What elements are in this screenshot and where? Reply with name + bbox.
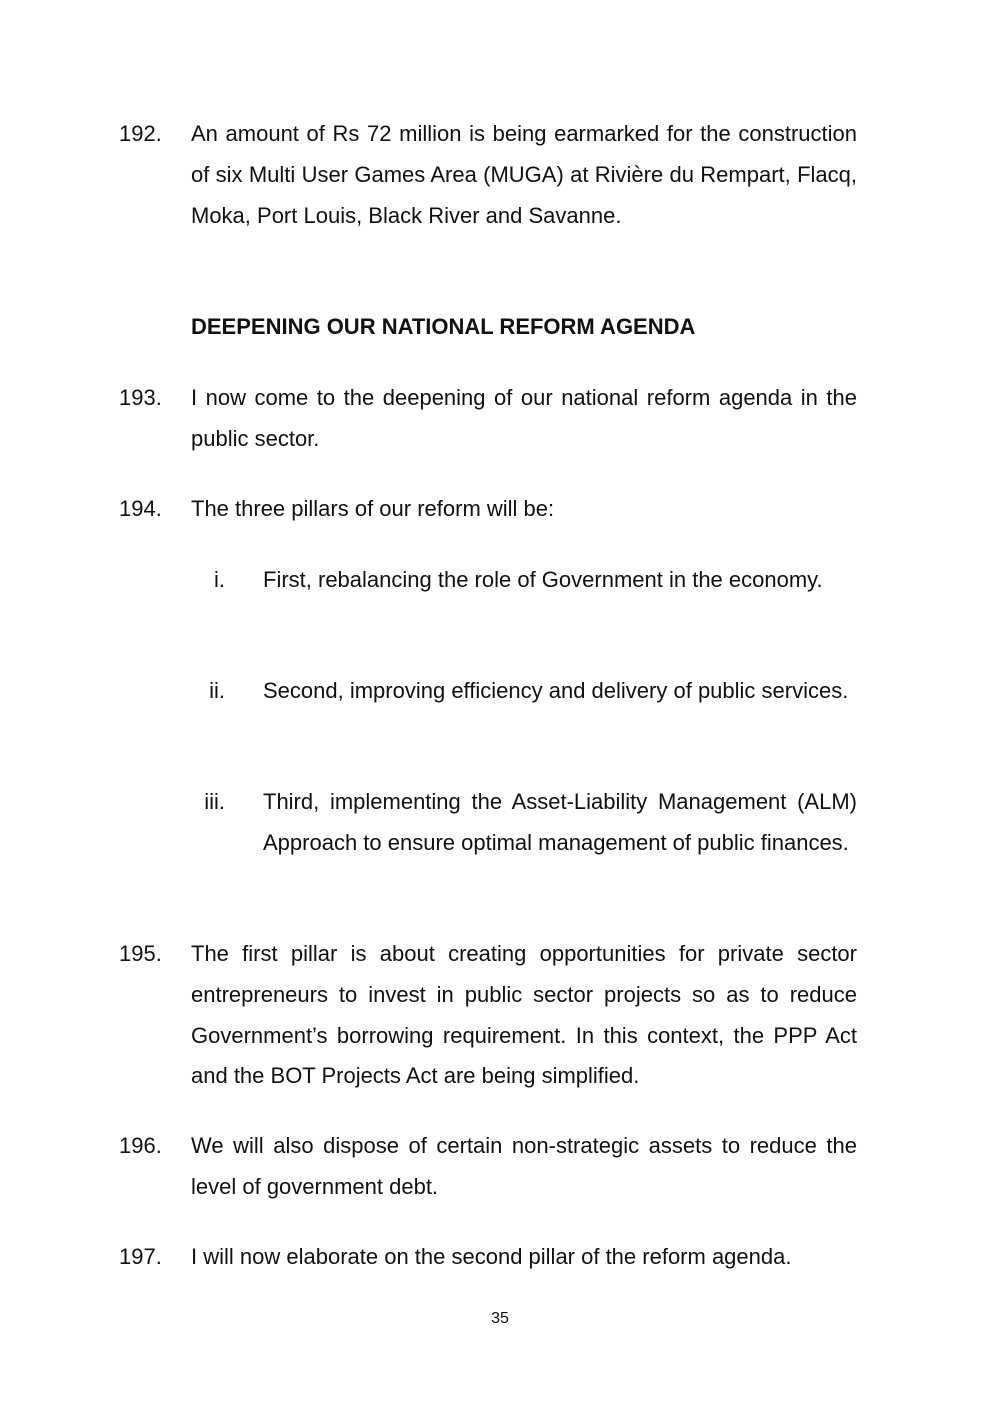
page-number: 35 [491, 1310, 509, 1327]
pillar-item-3 [191, 782, 857, 864]
paragraph-number: 196. [119, 1133, 162, 1158]
paragraph-text: We will also dispose of certain non-strategic assets to reduce the level of government debt. [191, 1133, 857, 1199]
paragraph-number: 194. [119, 496, 162, 521]
section-heading: DEEPENING OUR NATIONAL REFORM AGENDA [191, 314, 696, 339]
paragraph-text: I now come to the deepening of our national reform agenda in the public sector. [191, 385, 857, 451]
list-item-text: Third, implementing the Asset-Liability Management (ALM) Approach to ensure optimal management of public finances. [263, 789, 857, 855]
paragraph-number: 193. [119, 385, 162, 410]
paragraph-196 [119, 1126, 857, 1208]
paragraph-192 [119, 114, 857, 236]
paragraph-number: 195. [119, 941, 162, 966]
list-marker: ii. [209, 678, 225, 703]
paragraph-text: The three pillars of our reform will be: [191, 496, 555, 521]
paragraph-text: An amount of Rs 72 million is being earmarked for the construction of six Multi User Games Area (MUGA) at Rivière du Rempart, Flacq, Moka, Port Louis, Black River and Savanne. [191, 121, 857, 228]
pillar-item-1 [191, 560, 857, 601]
paragraph-number: 197. [119, 1244, 162, 1269]
paragraph-193 [119, 378, 857, 460]
paragraph-text: The first pillar is about creating opportunities for private sector entrepreneurs to invest in public sector projects so as to reduce Government’s borrowing requirement. In this context, the PPP Act and the BOT Projects Act are being simplified. [191, 941, 857, 1089]
paragraph-194 [119, 489, 857, 530]
paragraph-195 [119, 934, 857, 1097]
pillar-item-2 [191, 671, 857, 712]
paragraph-number: 192. [119, 121, 162, 146]
list-marker: iii. [204, 789, 225, 814]
paragraph-197 [119, 1237, 857, 1278]
list-item-text: First, rebalancing the role of Government in the economy. [263, 567, 823, 592]
list-marker: i. [214, 567, 225, 592]
paragraph-text: I will now elaborate on the second pillar of the reform agenda. [191, 1244, 792, 1269]
list-item-text: Second, improving efficiency and delivery of public services. [263, 678, 849, 703]
